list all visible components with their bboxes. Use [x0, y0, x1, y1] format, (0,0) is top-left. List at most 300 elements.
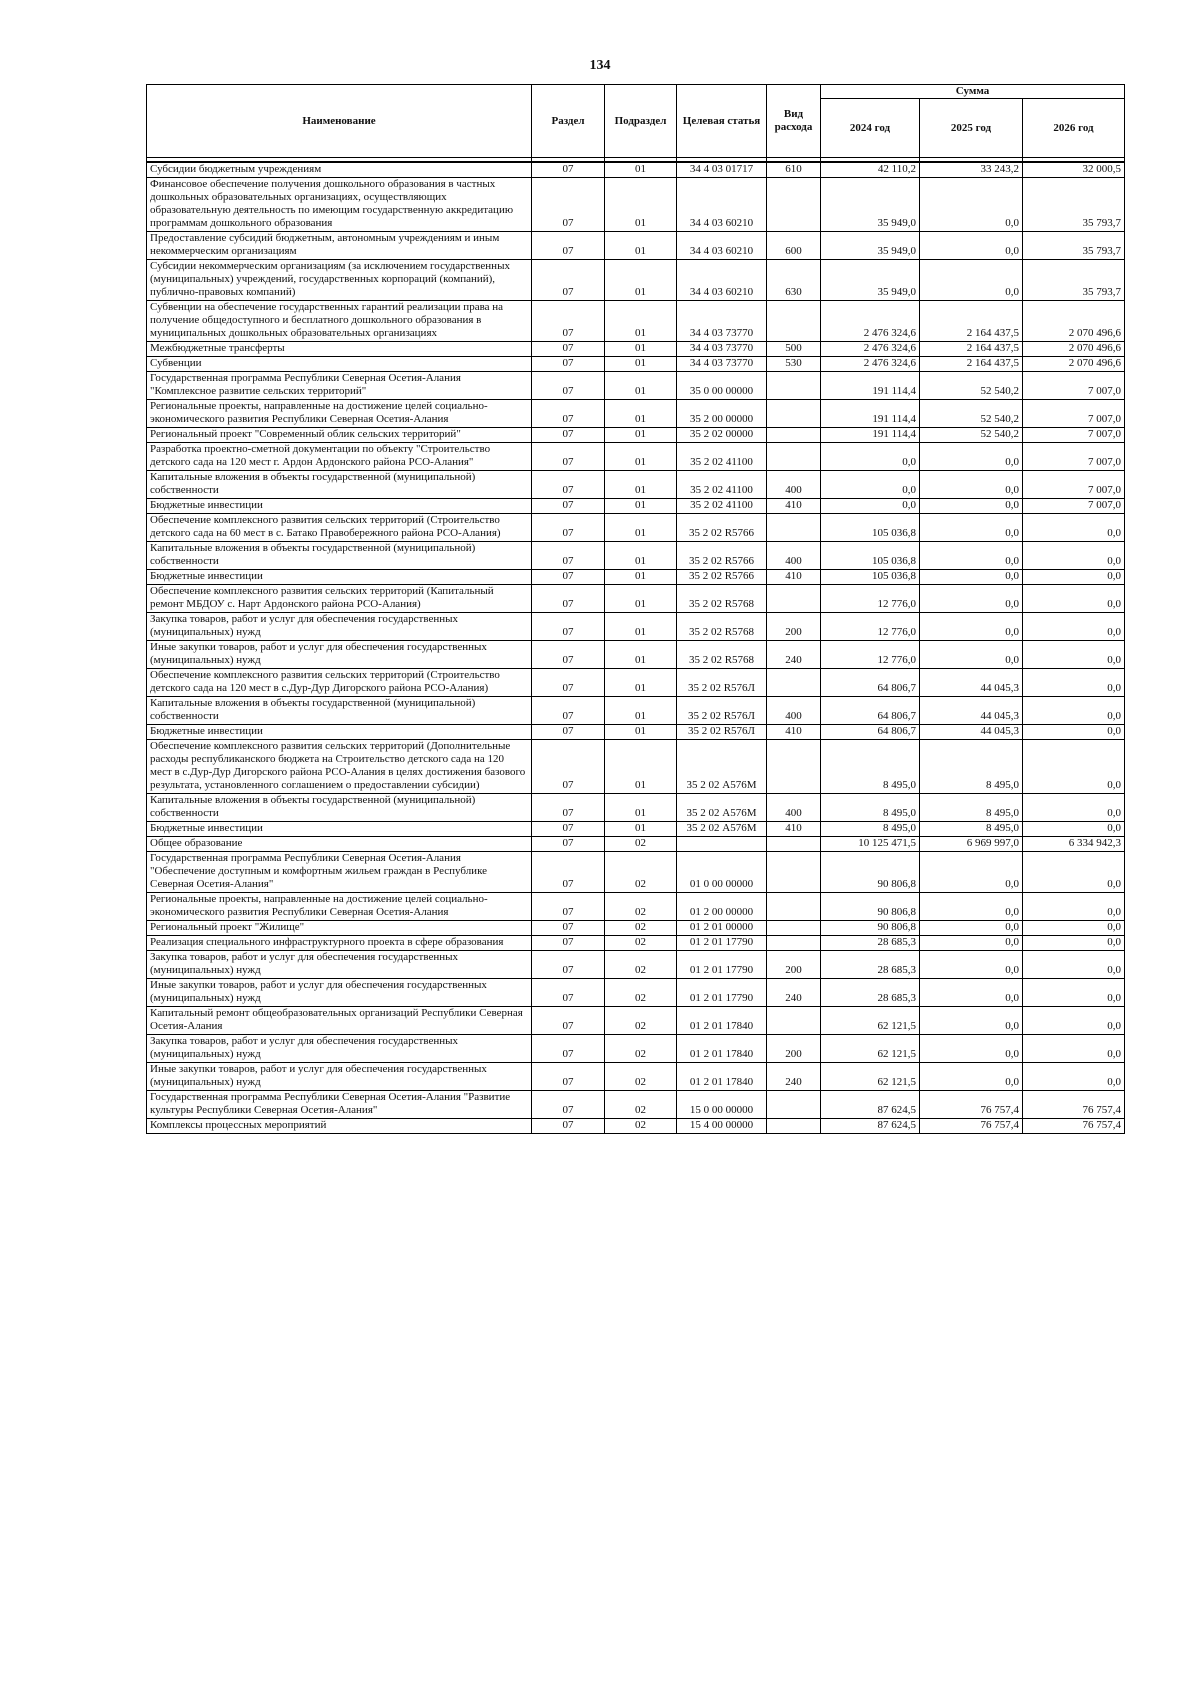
cell-podrazdel: 02 — [605, 1063, 677, 1091]
cell-razdel: 07 — [532, 372, 605, 400]
cell-celevaya: 01 2 01 17790 — [677, 951, 767, 979]
cell-razdel: 07 — [532, 585, 605, 613]
cell-podrazdel: 02 — [605, 1091, 677, 1119]
cell-y2025: 2 164 437,5 — [920, 301, 1023, 342]
cell-vid — [767, 669, 821, 697]
cell-y2025: 52 540,2 — [920, 428, 1023, 443]
table-row — [147, 822, 1125, 837]
cell-vid: 600 — [767, 232, 821, 260]
cell-vid — [767, 301, 821, 342]
cell-name: Бюджетные инвестиции — [147, 499, 532, 514]
cell-y2024: 42 110,2 — [821, 162, 920, 178]
cell-y2026: 0,0 — [1023, 697, 1125, 725]
cell-celevaya: 34 4 03 60210 — [677, 260, 767, 301]
cell-name: Капитальные вложения в объекты государственной (муниципальной) собственности — [147, 542, 532, 570]
table-row — [147, 1119, 1125, 1134]
cell-y2025: 52 540,2 — [920, 372, 1023, 400]
cell-y2024: 12 776,0 — [821, 613, 920, 641]
cell-celevaya: 35 2 02 А576М — [677, 794, 767, 822]
cell-y2026: 0,0 — [1023, 1035, 1125, 1063]
cell-vid: 200 — [767, 951, 821, 979]
cell-vid: 400 — [767, 794, 821, 822]
cell-celevaya: 35 2 02 R5768 — [677, 641, 767, 669]
cell-vid: 410 — [767, 725, 821, 740]
cell-y2024: 0,0 — [821, 471, 920, 499]
cell-celevaya: 35 2 02 R5768 — [677, 613, 767, 641]
cell-name: Региональные проекты, направленные на достижение целей социально-экономического развития Республики Северная Осетия-Алания — [147, 893, 532, 921]
cell-razdel: 07 — [532, 1035, 605, 1063]
cell-razdel: 07 — [532, 357, 605, 372]
table-row — [147, 1091, 1125, 1119]
cell-y2026: 0,0 — [1023, 514, 1125, 542]
cell-y2024: 28 685,3 — [821, 936, 920, 951]
cell-y2025: 0,0 — [920, 585, 1023, 613]
cell-razdel: 07 — [532, 822, 605, 837]
cell-razdel: 07 — [532, 232, 605, 260]
cell-name: Капитальный ремонт общеобразовательных организаций Республики Северная Осетия-Алания — [147, 1007, 532, 1035]
cell-name: Капитальные вложения в объекты государственной (муниципальной) собственности — [147, 697, 532, 725]
cell-celevaya: 35 2 02 R576Л — [677, 669, 767, 697]
cell-celevaya: 34 4 03 01717 — [677, 162, 767, 178]
table-row — [147, 725, 1125, 740]
cell-y2026: 0,0 — [1023, 822, 1125, 837]
cell-vid — [767, 400, 821, 428]
cell-y2024: 8 495,0 — [821, 822, 920, 837]
cell-y2025: 0,0 — [920, 178, 1023, 232]
cell-celevaya: 35 2 02 R5766 — [677, 514, 767, 542]
cell-y2026: 0,0 — [1023, 725, 1125, 740]
cell-name: Государственная программа Республики Северная Осетия-Алания "Обеспечение доступным и комфортным жильем граждан в Республике Северная Осетия-Алания" — [147, 852, 532, 893]
cell-y2025: 52 540,2 — [920, 400, 1023, 428]
cell-podrazdel: 01 — [605, 613, 677, 641]
cell-y2026: 76 757,4 — [1023, 1091, 1125, 1119]
cell-y2025: 0,0 — [920, 570, 1023, 585]
table-row — [147, 1035, 1125, 1063]
table-row — [147, 641, 1125, 669]
table-body — [147, 162, 1125, 1134]
cell-y2026: 0,0 — [1023, 740, 1125, 794]
cell-y2025: 0,0 — [920, 1035, 1023, 1063]
cell-celevaya: 34 4 03 60210 — [677, 178, 767, 232]
cell-podrazdel: 01 — [605, 585, 677, 613]
cell-y2024: 64 806,7 — [821, 669, 920, 697]
cell-podrazdel: 01 — [605, 499, 677, 514]
cell-vid — [767, 514, 821, 542]
cell-vid — [767, 893, 821, 921]
header-2026: 2026 год — [1023, 99, 1125, 158]
cell-razdel: 07 — [532, 471, 605, 499]
header-vid: Вид расхода — [767, 85, 821, 158]
cell-podrazdel: 02 — [605, 893, 677, 921]
cell-vid — [767, 1119, 821, 1134]
cell-y2024: 10 125 471,5 — [821, 837, 920, 852]
cell-razdel: 07 — [532, 514, 605, 542]
cell-name: Иные закупки товаров, работ и услуг для обеспечения государственных (муниципальных) нужд — [147, 979, 532, 1007]
cell-y2026: 6 334 942,3 — [1023, 837, 1125, 852]
cell-podrazdel: 01 — [605, 232, 677, 260]
cell-y2024: 2 476 324,6 — [821, 301, 920, 342]
cell-name: Комплексы процессных мероприятий — [147, 1119, 532, 1134]
cell-podrazdel: 01 — [605, 471, 677, 499]
header-podrazdel: Подраздел — [605, 85, 677, 158]
cell-name: Иные закупки товаров, работ и услуг для обеспечения государственных (муниципальных) нужд — [147, 1063, 532, 1091]
cell-y2025: 0,0 — [920, 979, 1023, 1007]
cell-celevaya: 01 2 01 00000 — [677, 921, 767, 936]
cell-vid: 410 — [767, 822, 821, 837]
cell-vid: 200 — [767, 613, 821, 641]
table-row — [147, 697, 1125, 725]
cell-y2024: 191 114,4 — [821, 428, 920, 443]
cell-vid: 240 — [767, 641, 821, 669]
cell-podrazdel: 01 — [605, 514, 677, 542]
cell-y2026: 0,0 — [1023, 570, 1125, 585]
cell-podrazdel: 01 — [605, 400, 677, 428]
cell-name: Межбюджетные трансферты — [147, 342, 532, 357]
cell-podrazdel: 02 — [605, 852, 677, 893]
cell-y2024: 35 949,0 — [821, 260, 920, 301]
cell-razdel: 07 — [532, 570, 605, 585]
cell-y2024: 62 121,5 — [821, 1035, 920, 1063]
cell-name: Субсидии некоммерческим организациям (за исключением государственных (муниципальных) учреждений, государственных корпораций (компаний), публично-правовых компаний) — [147, 260, 532, 301]
cell-razdel: 07 — [532, 921, 605, 936]
cell-celevaya: 35 2 02 R576Л — [677, 725, 767, 740]
cell-razdel: 07 — [532, 697, 605, 725]
cell-y2024: 105 036,8 — [821, 514, 920, 542]
table-row — [147, 837, 1125, 852]
cell-celevaya: 35 0 00 00000 — [677, 372, 767, 400]
cell-y2024: 191 114,4 — [821, 372, 920, 400]
cell-razdel: 07 — [532, 260, 605, 301]
cell-y2025: 2 164 437,5 — [920, 342, 1023, 357]
cell-y2025: 0,0 — [920, 471, 1023, 499]
cell-y2025: 8 495,0 — [920, 740, 1023, 794]
table-row — [147, 893, 1125, 921]
cell-vid — [767, 372, 821, 400]
cell-celevaya: 01 2 01 17840 — [677, 1035, 767, 1063]
cell-name: Обеспечение комплексного развития сельских территорий (Дополнительные расходы республиканского бюджета на Строительство детского сада на 120 мест в с.Дур-Дур Дигорского района РСО-Алания в целях достижения базового результата, установленного соглашением о предоставлении субсидии) — [147, 740, 532, 794]
cell-razdel: 07 — [532, 542, 605, 570]
cell-name: Региональный проект "Современный облик сельских территорий" — [147, 428, 532, 443]
cell-y2026: 2 070 496,6 — [1023, 301, 1125, 342]
cell-razdel: 07 — [532, 669, 605, 697]
cell-y2024: 90 806,8 — [821, 921, 920, 936]
cell-podrazdel: 02 — [605, 1007, 677, 1035]
cell-name: Капитальные вложения в объекты государственной (муниципальной) собственности — [147, 471, 532, 499]
cell-y2025: 0,0 — [920, 1007, 1023, 1035]
cell-y2026: 35 793,7 — [1023, 260, 1125, 301]
cell-podrazdel: 01 — [605, 162, 677, 178]
table-row — [147, 542, 1125, 570]
table-row — [147, 260, 1125, 301]
cell-razdel: 07 — [532, 162, 605, 178]
cell-name: Капитальные вложения в объекты государственной (муниципальной) собственности — [147, 794, 532, 822]
cell-y2025: 76 757,4 — [920, 1119, 1023, 1134]
cell-y2026: 0,0 — [1023, 542, 1125, 570]
cell-name: Государственная программа Республики Северная Осетия-Алания "Комплексное развитие сельских территорий" — [147, 372, 532, 400]
cell-razdel: 07 — [532, 428, 605, 443]
cell-podrazdel: 01 — [605, 428, 677, 443]
cell-y2026: 0,0 — [1023, 936, 1125, 951]
cell-y2025: 0,0 — [920, 641, 1023, 669]
table-row — [147, 669, 1125, 697]
cell-celevaya: 34 4 03 73770 — [677, 342, 767, 357]
cell-podrazdel: 01 — [605, 697, 677, 725]
cell-celevaya: 34 4 03 60210 — [677, 232, 767, 260]
cell-vid: 400 — [767, 542, 821, 570]
cell-y2026: 0,0 — [1023, 669, 1125, 697]
cell-y2025: 6 969 997,0 — [920, 837, 1023, 852]
cell-celevaya: 01 0 00 00000 — [677, 852, 767, 893]
cell-y2024: 87 624,5 — [821, 1119, 920, 1134]
cell-name: Финансовое обеспечение получения дошкольного образования в частных дошкольных образовательных организациях, осуществляющих образовательную деятельность по имеющим государственную аккредитацию программам дошкольного образования — [147, 178, 532, 232]
cell-name: Региональные проекты, направленные на достижение целей социально-экономического развития Республики Северная Осетия-Алания — [147, 400, 532, 428]
cell-y2024: 8 495,0 — [821, 740, 920, 794]
header-razdel: Раздел — [532, 85, 605, 158]
table-row — [147, 232, 1125, 260]
table-row — [147, 1007, 1125, 1035]
cell-celevaya: 35 2 00 00000 — [677, 400, 767, 428]
cell-y2026: 76 757,4 — [1023, 1119, 1125, 1134]
cell-podrazdel: 01 — [605, 542, 677, 570]
cell-celevaya: 35 2 02 41100 — [677, 443, 767, 471]
cell-y2024: 12 776,0 — [821, 585, 920, 613]
cell-y2025: 0,0 — [920, 936, 1023, 951]
cell-y2025: 33 243,2 — [920, 162, 1023, 178]
cell-vid: 200 — [767, 1035, 821, 1063]
cell-razdel: 07 — [532, 1063, 605, 1091]
cell-razdel: 07 — [532, 951, 605, 979]
table-row — [147, 1063, 1125, 1091]
table-row — [147, 162, 1125, 178]
cell-podrazdel: 01 — [605, 794, 677, 822]
cell-razdel: 07 — [532, 1091, 605, 1119]
cell-name: Разработка проектно-сметной документации по объекту "Строительство детского сада на 120 мест г. Ардон Ардонского района РСО-Алания" — [147, 443, 532, 471]
cell-name: Обеспечение комплексного развития сельских территорий (Строительство детского сада на 120 мест в с.Дур-Дур Дигорского района РСО-Алания) — [147, 669, 532, 697]
cell-y2024: 28 685,3 — [821, 951, 920, 979]
cell-podrazdel: 01 — [605, 641, 677, 669]
cell-y2026: 32 000,5 — [1023, 162, 1125, 178]
cell-celevaya: 35 2 02 А576М — [677, 822, 767, 837]
table-row — [147, 301, 1125, 342]
cell-y2026: 0,0 — [1023, 641, 1125, 669]
cell-vid: 410 — [767, 499, 821, 514]
cell-y2026: 0,0 — [1023, 794, 1125, 822]
cell-vid: 400 — [767, 697, 821, 725]
cell-celevaya: 35 2 02 R5768 — [677, 585, 767, 613]
cell-vid: 630 — [767, 260, 821, 301]
cell-vid — [767, 1007, 821, 1035]
table-row — [147, 979, 1125, 1007]
table-row — [147, 514, 1125, 542]
budget-table — [146, 84, 1125, 1134]
cell-y2024: 0,0 — [821, 443, 920, 471]
cell-podrazdel: 02 — [605, 951, 677, 979]
cell-razdel: 07 — [532, 740, 605, 794]
cell-celevaya: 35 2 02 41100 — [677, 499, 767, 514]
cell-podrazdel: 02 — [605, 936, 677, 951]
cell-vid — [767, 921, 821, 936]
cell-vid — [767, 428, 821, 443]
page-number: 134 — [589, 58, 611, 73]
cell-razdel: 07 — [532, 178, 605, 232]
cell-vid — [767, 1091, 821, 1119]
cell-y2026: 0,0 — [1023, 1063, 1125, 1091]
cell-celevaya: 01 2 01 17840 — [677, 1007, 767, 1035]
cell-y2024: 35 949,0 — [821, 178, 920, 232]
cell-y2026: 0,0 — [1023, 613, 1125, 641]
cell-razdel: 07 — [532, 301, 605, 342]
cell-y2025: 44 045,3 — [920, 725, 1023, 740]
cell-podrazdel: 01 — [605, 342, 677, 357]
cell-razdel: 07 — [532, 613, 605, 641]
cell-y2025: 8 495,0 — [920, 794, 1023, 822]
table-row — [147, 570, 1125, 585]
cell-y2026: 7 007,0 — [1023, 471, 1125, 499]
cell-vid: 240 — [767, 1063, 821, 1091]
cell-name: Закупка товаров, работ и услуг для обеспечения государственных (муниципальных) нужд — [147, 1035, 532, 1063]
cell-y2025: 0,0 — [920, 951, 1023, 979]
cell-y2026: 0,0 — [1023, 893, 1125, 921]
cell-y2025: 2 164 437,5 — [920, 357, 1023, 372]
cell-razdel: 07 — [532, 400, 605, 428]
cell-razdel: 07 — [532, 794, 605, 822]
cell-y2026: 7 007,0 — [1023, 400, 1125, 428]
cell-y2026: 0,0 — [1023, 979, 1125, 1007]
header-name: Наименование — [147, 85, 532, 158]
cell-vid — [767, 837, 821, 852]
cell-name: Бюджетные инвестиции — [147, 822, 532, 837]
cell-y2024: 90 806,8 — [821, 893, 920, 921]
cell-y2024: 12 776,0 — [821, 641, 920, 669]
cell-vid — [767, 585, 821, 613]
cell-celevaya: 01 2 00 00000 — [677, 893, 767, 921]
table-row — [147, 613, 1125, 641]
cell-name: Субсидии бюджетным учреждениям — [147, 162, 532, 178]
cell-podrazdel: 01 — [605, 372, 677, 400]
cell-podrazdel: 02 — [605, 1119, 677, 1134]
cell-y2024: 62 121,5 — [821, 1063, 920, 1091]
cell-razdel: 07 — [532, 979, 605, 1007]
cell-y2026: 35 793,7 — [1023, 232, 1125, 260]
cell-celevaya: 34 4 03 73770 — [677, 301, 767, 342]
cell-y2025: 0,0 — [920, 1063, 1023, 1091]
cell-y2024: 90 806,8 — [821, 852, 920, 893]
cell-y2025: 44 045,3 — [920, 697, 1023, 725]
table-row — [147, 852, 1125, 893]
table-row — [147, 400, 1125, 428]
cell-vid — [767, 740, 821, 794]
cell-vid: 610 — [767, 162, 821, 178]
cell-y2024: 105 036,8 — [821, 570, 920, 585]
cell-podrazdel: 01 — [605, 443, 677, 471]
cell-podrazdel: 01 — [605, 178, 677, 232]
cell-podrazdel: 01 — [605, 260, 677, 301]
cell-vid — [767, 178, 821, 232]
cell-vid — [767, 443, 821, 471]
header-summa: Сумма — [821, 85, 1125, 99]
cell-y2024: 62 121,5 — [821, 1007, 920, 1035]
cell-celevaya: 01 2 01 17790 — [677, 936, 767, 951]
cell-celevaya: 35 2 02 R576Л — [677, 697, 767, 725]
table-row — [147, 357, 1125, 372]
cell-y2025: 0,0 — [920, 852, 1023, 893]
cell-name: Обеспечение комплексного развития сельских территорий (Капитальный ремонт МБДОУ с. Нарт Ардонского района РСО-Алания) — [147, 585, 532, 613]
table-row — [147, 342, 1125, 357]
table-row — [147, 951, 1125, 979]
cell-podrazdel: 02 — [605, 979, 677, 1007]
cell-razdel: 07 — [532, 1119, 605, 1134]
cell-podrazdel: 01 — [605, 740, 677, 794]
cell-podrazdel: 01 — [605, 570, 677, 585]
cell-y2025: 0,0 — [920, 514, 1023, 542]
table-row — [147, 372, 1125, 400]
cell-celevaya: 35 2 02 R5766 — [677, 542, 767, 570]
table-row — [147, 921, 1125, 936]
cell-podrazdel: 02 — [605, 1035, 677, 1063]
cell-vid: 530 — [767, 357, 821, 372]
cell-y2025: 8 495,0 — [920, 822, 1023, 837]
table-row — [147, 428, 1125, 443]
cell-y2025: 0,0 — [920, 499, 1023, 514]
cell-y2026: 7 007,0 — [1023, 443, 1125, 471]
cell-vid: 500 — [767, 342, 821, 357]
cell-name: Государственная программа Республики Северная Осетия-Алания "Развитие культуры Республики Северная Осетия-Алания" — [147, 1091, 532, 1119]
cell-razdel: 07 — [532, 852, 605, 893]
cell-vid — [767, 852, 821, 893]
cell-y2026: 7 007,0 — [1023, 372, 1125, 400]
cell-celevaya: 35 2 02 А576М — [677, 740, 767, 794]
cell-y2024: 2 476 324,6 — [821, 357, 920, 372]
cell-celevaya: 34 4 03 73770 — [677, 357, 767, 372]
table-row — [147, 740, 1125, 794]
cell-y2024: 0,0 — [821, 499, 920, 514]
cell-y2024: 191 114,4 — [821, 400, 920, 428]
cell-name: Реализация специального инфраструктурного проекта в сфере образования — [147, 936, 532, 951]
cell-celevaya: 01 2 01 17790 — [677, 979, 767, 1007]
cell-name: Бюджетные инвестиции — [147, 570, 532, 585]
cell-y2024: 35 949,0 — [821, 232, 920, 260]
cell-razdel: 07 — [532, 641, 605, 669]
cell-name: Субвенции — [147, 357, 532, 372]
cell-podrazdel: 01 — [605, 669, 677, 697]
cell-y2025: 0,0 — [920, 613, 1023, 641]
table-row — [147, 585, 1125, 613]
cell-razdel: 07 — [532, 1007, 605, 1035]
cell-name: Общее образование — [147, 837, 532, 852]
table-row — [147, 794, 1125, 822]
cell-y2024: 64 806,7 — [821, 697, 920, 725]
cell-podrazdel: 01 — [605, 822, 677, 837]
cell-name: Обеспечение комплексного развития сельских территорий (Строительство детского сада на 60 мест в с. Батако Правобережного района РСО-Алания) — [147, 514, 532, 542]
cell-y2025: 0,0 — [920, 542, 1023, 570]
cell-y2025: 0,0 — [920, 232, 1023, 260]
cell-y2026: 35 793,7 — [1023, 178, 1125, 232]
cell-vid: 240 — [767, 979, 821, 1007]
cell-razdel: 07 — [532, 893, 605, 921]
cell-name: Иные закупки товаров, работ и услуг для обеспечения государственных (муниципальных) нужд — [147, 641, 532, 669]
cell-name: Субвенции на обеспечение государственных гарантий реализации права на получение общедоступного и бесплатного дошкольного образования в муниципальных дошкольных образовательных организациях — [147, 301, 532, 342]
cell-vid: 410 — [767, 570, 821, 585]
cell-celevaya: 01 2 01 17840 — [677, 1063, 767, 1091]
cell-name: Региональный проект "Жилище" — [147, 921, 532, 936]
cell-razdel: 07 — [532, 725, 605, 740]
cell-name: Бюджетные инвестиции — [147, 725, 532, 740]
cell-name: Закупка товаров, работ и услуг для обеспечения государственных (муниципальных) нужд — [147, 951, 532, 979]
cell-celevaya: 35 2 02 41100 — [677, 471, 767, 499]
cell-celevaya — [677, 837, 767, 852]
cell-y2024: 87 624,5 — [821, 1091, 920, 1119]
cell-y2026: 0,0 — [1023, 921, 1125, 936]
